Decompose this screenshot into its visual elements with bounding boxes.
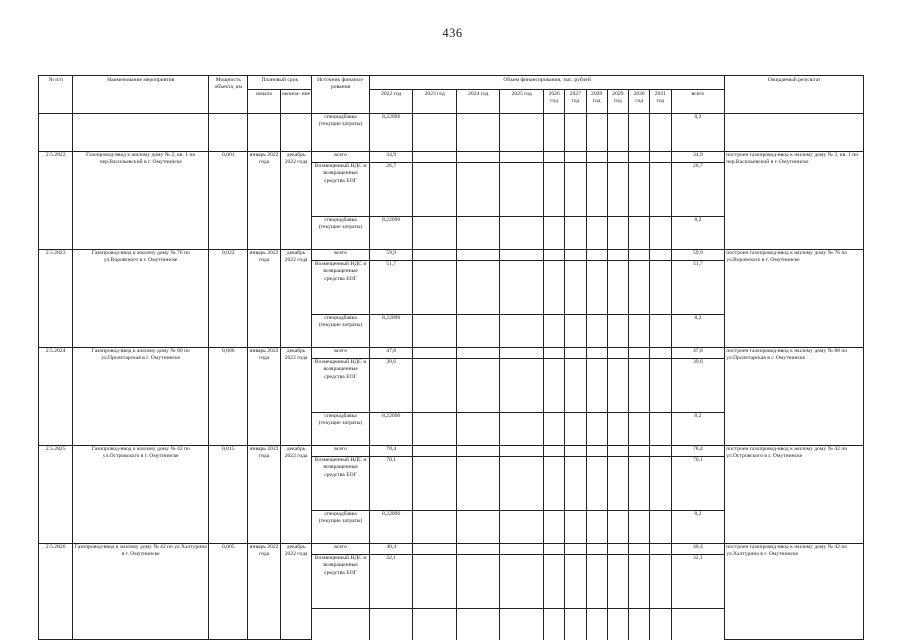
header-term-start: начало	[248, 90, 280, 114]
value-2022: 8,22096	[369, 114, 413, 152]
value-empty	[629, 152, 650, 163]
value-empty	[413, 359, 457, 413]
header-result: Ожидаемый результат	[725, 76, 864, 114]
page-number: 436	[442, 26, 463, 40]
item-start: январь 2022 года	[248, 348, 280, 446]
empty-cell	[650, 609, 671, 640]
value-empty	[544, 359, 565, 413]
item-power: 0,001	[209, 152, 248, 250]
value-empty	[500, 544, 544, 555]
item-power: 0,015	[209, 446, 248, 544]
value-total: 39,6	[671, 359, 725, 413]
value-empty	[586, 511, 607, 544]
header-year: 2023 год	[413, 90, 457, 114]
value-2022: 39,6	[369, 359, 413, 413]
value-empty	[586, 261, 607, 315]
value-2022: 78,4	[369, 446, 413, 457]
source-cell: всего	[312, 152, 370, 163]
value-2022: 8,22096	[369, 315, 413, 348]
item-name: Газопровод-ввод к жилому дому № 76 по ул.Воровского в г. Омутнинске	[73, 250, 209, 348]
header-year: 2022 год	[369, 90, 413, 114]
value-empty	[544, 544, 565, 555]
value-2022: 47,8	[369, 348, 413, 359]
item-end: декабрь 2022 года	[280, 544, 311, 640]
value-empty	[650, 555, 671, 609]
value-empty	[544, 511, 565, 544]
value-empty	[413, 250, 457, 261]
item-end: декабрь 2022 года	[280, 446, 311, 544]
value-2022: 70,1	[369, 457, 413, 511]
value-empty	[629, 555, 650, 609]
value-empty	[456, 152, 500, 163]
empty-cell	[565, 609, 586, 640]
value-empty	[500, 250, 544, 261]
value-empty	[565, 217, 586, 250]
table-row	[39, 446, 864, 457]
table-row	[39, 250, 864, 261]
value-empty	[500, 446, 544, 457]
empty-cell	[629, 609, 650, 640]
value-empty	[607, 217, 628, 250]
value-empty	[629, 163, 650, 217]
item-result: построен газопровод-ввод к жилому дому № 42 по ул.Островского в г. Омутнинске	[725, 446, 864, 544]
value-empty	[565, 544, 586, 555]
value-empty	[500, 413, 544, 446]
value-empty	[607, 446, 628, 457]
source-cell: всего	[312, 544, 370, 555]
item-number: 2.5.2826	[39, 544, 73, 640]
value-empty	[500, 555, 544, 609]
value-total: 51,7	[671, 261, 725, 315]
value-total: 8,2	[671, 511, 725, 544]
value-empty	[456, 359, 500, 413]
value-2022: 8,22096	[369, 217, 413, 250]
empty-cell	[500, 609, 544, 640]
header-year-total: всего	[671, 90, 725, 114]
value-empty	[629, 457, 650, 511]
value-empty	[456, 163, 500, 217]
value-empty	[586, 217, 607, 250]
empty-cell	[671, 609, 725, 640]
value-empty	[607, 413, 628, 446]
value-empty	[544, 163, 565, 217]
header-volume: Объем финансирования, тыс. рублей	[369, 76, 724, 90]
item-result: построен газопровод-ввод к жилому дому № 80 по ул.Пролетарская в г. Омутнинске	[725, 348, 864, 446]
value-empty	[607, 152, 628, 163]
header-year: 2028 год	[586, 90, 607, 114]
value-empty	[650, 413, 671, 446]
value-empty	[413, 217, 457, 250]
value-empty	[607, 555, 628, 609]
value-empty	[500, 315, 544, 348]
source-cell: Возмещенный НДС и возвращенные средства ЕОГ	[312, 457, 370, 511]
value-empty	[629, 359, 650, 413]
value-empty	[586, 457, 607, 511]
value-empty	[607, 511, 628, 544]
value-empty	[586, 152, 607, 163]
value-empty	[586, 555, 607, 609]
source-cell: всего	[312, 348, 370, 359]
header-term: Плановый срок	[248, 76, 312, 90]
value-empty	[456, 413, 500, 446]
value-empty	[650, 359, 671, 413]
item-end: декабрь 2022 года	[280, 348, 311, 446]
header-term-end: оконча- ние	[280, 90, 311, 114]
value-empty	[413, 261, 457, 315]
item-number: 2.5.2825	[39, 446, 73, 544]
header-year: 2030 год	[629, 90, 650, 114]
value-empty	[565, 359, 586, 413]
value-empty	[456, 261, 500, 315]
value-empty	[607, 250, 628, 261]
value-empty	[413, 544, 457, 555]
value-empty	[629, 446, 650, 457]
value-empty	[456, 544, 500, 555]
value-2022: 34,9	[369, 152, 413, 163]
source-cell: Возмещенный НДС и возвращенные средства ЕОГ	[312, 163, 370, 217]
financing-table	[38, 75, 864, 640]
value-empty	[544, 413, 565, 446]
value-empty	[629, 413, 650, 446]
header-source: Источник финанси- рования	[312, 76, 370, 114]
value-empty	[586, 446, 607, 457]
value-empty	[500, 152, 544, 163]
empty-cell	[607, 609, 628, 640]
value-empty	[413, 413, 457, 446]
header-year: 2027 год	[565, 90, 586, 114]
table-row	[39, 544, 864, 555]
item-number: 2.5.2822	[39, 152, 73, 250]
value-empty	[607, 163, 628, 217]
value-empty	[565, 152, 586, 163]
value-empty	[544, 250, 565, 261]
value-empty	[456, 555, 500, 609]
value-empty	[413, 511, 457, 544]
source-cell: всего	[312, 446, 370, 457]
empty-cell	[369, 609, 413, 640]
source-cell: спецнадбавка (текущие затраты)	[312, 114, 370, 152]
value-empty	[500, 348, 544, 359]
value-total: 34,9	[671, 152, 725, 163]
value-empty	[565, 348, 586, 359]
value-empty	[565, 555, 586, 609]
value-2022: 8,22096	[369, 511, 413, 544]
value-empty	[456, 511, 500, 544]
item-number: 2.5.2823	[39, 250, 73, 348]
item-start: январь 2022 года	[248, 152, 280, 250]
value-empty	[629, 250, 650, 261]
value-empty	[629, 217, 650, 250]
value-empty	[650, 261, 671, 315]
value-empty	[586, 413, 607, 446]
value-empty	[565, 315, 586, 348]
value-2022: 26,7	[369, 163, 413, 217]
value-empty	[500, 457, 544, 511]
value-empty	[607, 359, 628, 413]
value-total: 8,2	[671, 413, 725, 446]
value-empty	[544, 446, 565, 457]
value-total: 47,8	[671, 348, 725, 359]
source-cell: Возмещенный НДС и возвращенные средства ЕОГ	[312, 555, 370, 609]
header-year: 2025 год	[500, 90, 544, 114]
value-empty	[586, 250, 607, 261]
value-empty	[565, 457, 586, 511]
value-empty	[544, 261, 565, 315]
value-empty	[650, 457, 671, 511]
header-num: № п/п	[39, 76, 73, 114]
value-total: 26,7	[671, 163, 725, 217]
item-power: 0,006	[209, 348, 248, 446]
source-cell: всего	[312, 250, 370, 261]
value-empty	[586, 359, 607, 413]
source-cell: Возмещенный НДС и возвращенные средства ЕОГ	[312, 359, 370, 413]
item-power: 0,022	[209, 250, 248, 348]
value-empty	[413, 163, 457, 217]
value-empty	[544, 457, 565, 511]
value-empty	[629, 511, 650, 544]
header-year: 2029 год	[607, 90, 628, 114]
value-empty	[586, 163, 607, 217]
item-name: Газопровод-ввод к жилому дому № 80 по ул.Пролетарская в г. Омутнинске	[73, 348, 209, 446]
value-total: 8,2	[671, 315, 725, 348]
item-start: январь 2022 года	[248, 544, 280, 640]
value-empty	[629, 544, 650, 555]
value-empty	[629, 315, 650, 348]
value-empty	[544, 555, 565, 609]
value-2022: 32,1	[369, 555, 413, 609]
value-empty	[544, 348, 565, 359]
value-empty	[500, 163, 544, 217]
value-total: 78,4	[671, 446, 725, 457]
value-empty	[413, 555, 457, 609]
item-name: Газопровод-ввод к жилому дому № 42 по ул.Халтурина в г. Омутнинске	[73, 544, 209, 640]
header-name: Наименование мероприятия	[73, 76, 209, 114]
value-empty	[544, 152, 565, 163]
empty-cell	[586, 609, 607, 640]
value-2022: 8,22096	[369, 413, 413, 446]
value-2022: 59,9	[369, 250, 413, 261]
header-year: 2024 год	[456, 90, 500, 114]
item-result: построен газопровод-ввод к жилому дому № 42 по ул.Халтурина в г. Омутнинске	[725, 544, 864, 640]
source-cell: спецнадбавка (текущие затраты)	[312, 511, 370, 544]
value-empty	[565, 250, 586, 261]
value-empty	[500, 359, 544, 413]
value-empty	[413, 457, 457, 511]
value-empty	[413, 152, 457, 163]
value-total: 59,9	[671, 250, 725, 261]
value-empty	[607, 544, 628, 555]
value-empty	[607, 457, 628, 511]
value-empty	[500, 261, 544, 315]
header-year: 2026 год	[544, 90, 565, 114]
item-start: январь 2022 года	[248, 446, 280, 544]
source-cell: спецнадбавка (текущие затраты)	[312, 217, 370, 250]
value-empty	[607, 348, 628, 359]
value-total: 8,2	[671, 114, 725, 152]
value-empty	[607, 315, 628, 348]
header-power: Мощность объекта, км	[209, 76, 248, 114]
value-empty	[456, 217, 500, 250]
value-total: 32,1	[671, 555, 725, 609]
value-empty	[586, 348, 607, 359]
value-total: 70,1	[671, 457, 725, 511]
table-row	[39, 152, 864, 163]
empty-cell	[456, 609, 500, 640]
value-empty	[456, 446, 500, 457]
value-empty	[456, 457, 500, 511]
value-empty	[650, 511, 671, 544]
empty-cell	[312, 609, 370, 640]
value-empty	[413, 315, 457, 348]
value-empty	[650, 348, 671, 359]
value-empty	[629, 348, 650, 359]
item-name: Газопровод-ввод к жилому дому № 42 по ул.Островского в г. Омутнинске	[73, 446, 209, 544]
value-total: 8,2	[671, 217, 725, 250]
value-empty	[650, 152, 671, 163]
item-power: 0,005	[209, 544, 248, 640]
value-empty	[500, 217, 544, 250]
source-cell: спецнадбавка (текущие затраты)	[312, 413, 370, 446]
value-empty	[650, 544, 671, 555]
item-result: построен газопровод-ввод к жилому дому № 2, кв. 1 по пер.Васильевский в г. Омутнинске	[725, 152, 864, 250]
value-empty	[565, 261, 586, 315]
value-total: 40,4	[671, 544, 725, 555]
item-start: январь 2022 года	[248, 250, 280, 348]
empty-cell	[413, 609, 457, 640]
empty-cell	[544, 609, 565, 640]
value-empty	[629, 261, 650, 315]
value-empty	[586, 544, 607, 555]
value-empty	[456, 348, 500, 359]
value-empty	[650, 446, 671, 457]
value-empty	[413, 348, 457, 359]
value-empty	[544, 217, 565, 250]
value-empty	[413, 446, 457, 457]
value-empty	[544, 315, 565, 348]
value-2022: 51,7	[369, 261, 413, 315]
value-empty	[607, 261, 628, 315]
value-empty	[565, 413, 586, 446]
value-empty	[586, 315, 607, 348]
item-result: построен газопровод-ввод к жилому дому № 76 по ул.Воровского в г. Омутнинске	[725, 250, 864, 348]
item-name: Газопровод-ввод к жилому дому № 2, кв. 1 по пер.Васильевский в г. Омутнинске	[73, 152, 209, 250]
value-empty	[500, 511, 544, 544]
value-empty	[650, 217, 671, 250]
value-empty	[456, 250, 500, 261]
item-number: 2.5.2824	[39, 348, 73, 446]
table-row	[39, 348, 864, 359]
value-empty	[565, 511, 586, 544]
value-empty	[565, 446, 586, 457]
item-end: декабрь 2022 года	[280, 152, 311, 250]
value-empty	[650, 163, 671, 217]
value-empty	[650, 315, 671, 348]
value-empty	[650, 250, 671, 261]
value-empty	[565, 163, 586, 217]
source-cell: Возмещенный НДС и возвращенные средства ЕОГ	[312, 261, 370, 315]
header-year: 2031 год	[650, 90, 671, 114]
value-2022: 40,4	[369, 544, 413, 555]
item-end: декабрь 2022 года	[280, 250, 311, 348]
source-cell: спецнадбавка (текущие затраты)	[312, 315, 370, 348]
table-row	[39, 114, 864, 152]
value-empty	[456, 315, 500, 348]
